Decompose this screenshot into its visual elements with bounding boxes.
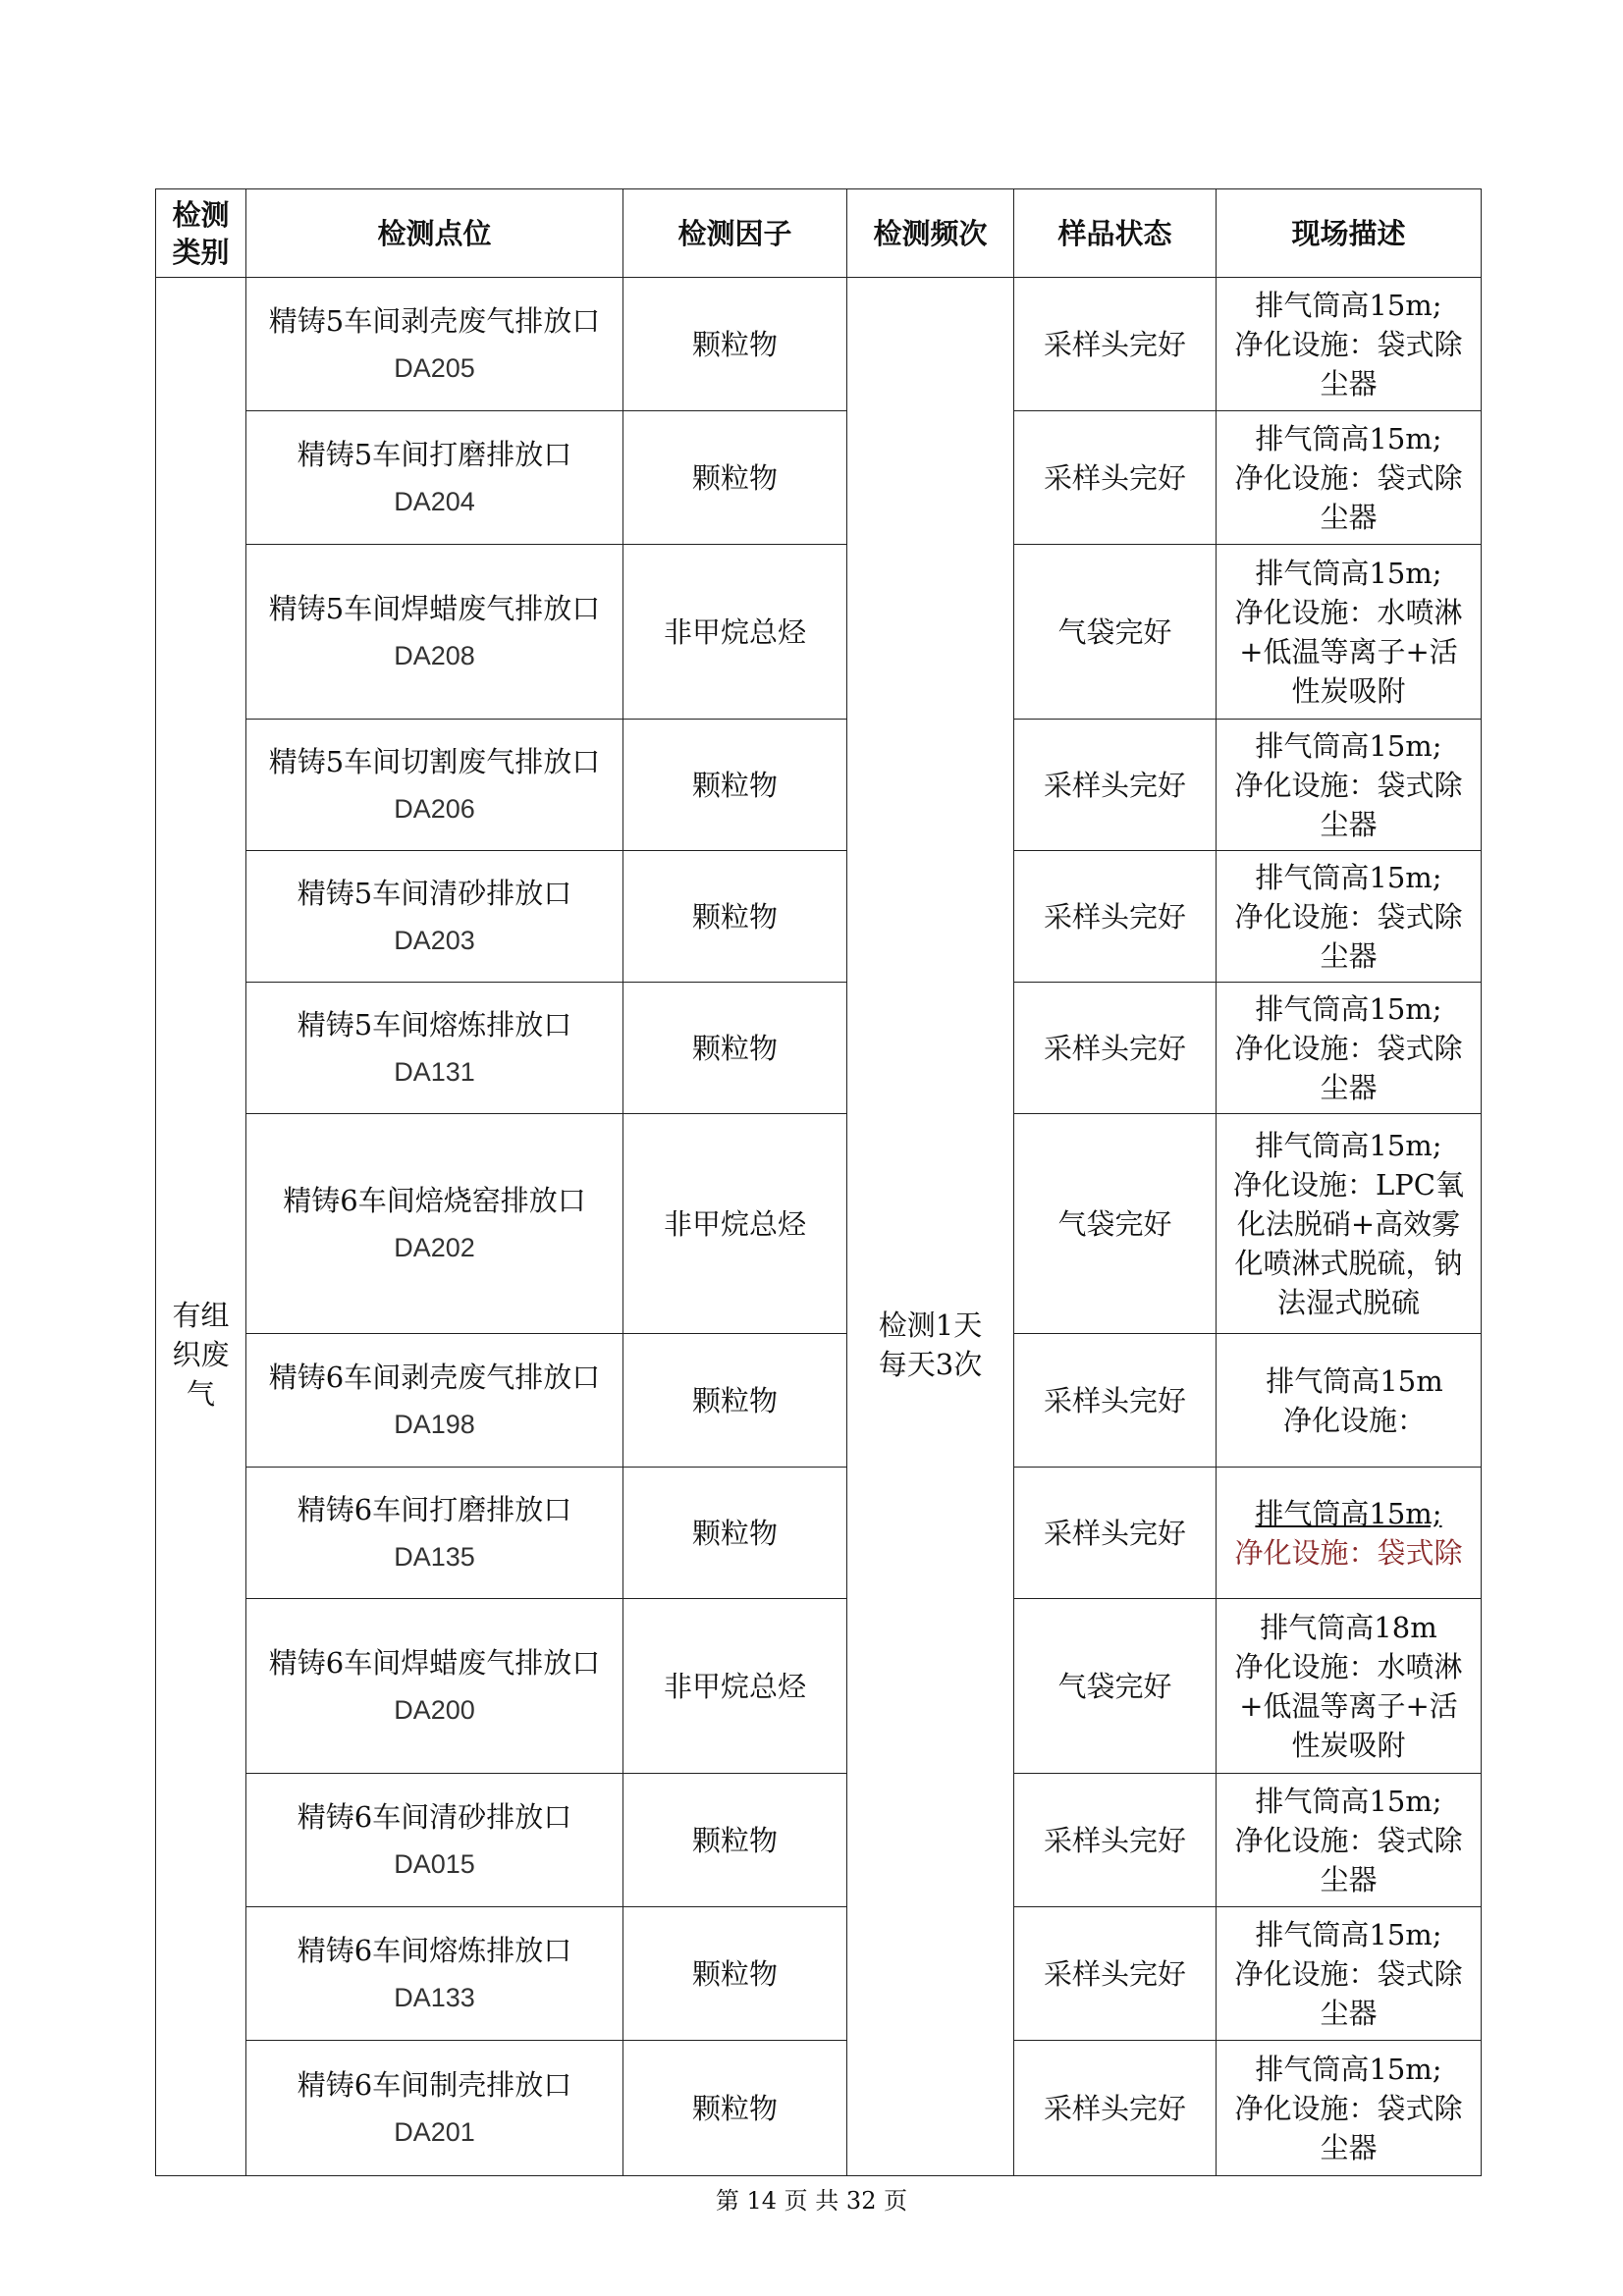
page-number: 第 14 页 共 32 页 xyxy=(715,2187,908,2215)
factor-cell: 非甲烷总烃 xyxy=(623,1599,847,1774)
description-line: 排气筒高15m; xyxy=(1255,1917,1442,1951)
description-line: 排气筒高15m; xyxy=(1255,1784,1442,1818)
description-line: 排气筒高15m; xyxy=(1255,860,1442,894)
description-line: 净化设施：水喷淋 xyxy=(1234,1649,1463,1683)
factor-cell: 颗粒物 xyxy=(623,1774,847,1907)
point-cell xyxy=(246,1114,623,1334)
description-line: 尘器 xyxy=(1320,807,1378,841)
description-line: 排气筒高15m; xyxy=(1255,1496,1442,1530)
point-cell xyxy=(246,720,623,851)
description-line: 化法脱硝+高效雾 xyxy=(1236,1206,1461,1241)
description-line: 尘器 xyxy=(1320,366,1378,400)
point-code: DA206 xyxy=(394,793,475,824)
table-row xyxy=(156,1468,1482,1599)
factor-cell: 颗粒物 xyxy=(623,278,847,411)
description-line: 尘器 xyxy=(1320,1996,1378,2030)
point-cell xyxy=(246,1334,623,1468)
point-code: DA204 xyxy=(394,486,475,516)
site-description-cell xyxy=(1217,411,1482,545)
sample-state-cell: 采样头完好 xyxy=(1014,411,1217,545)
table-row xyxy=(156,983,1482,1114)
header-sample-state: 样品状态 xyxy=(1014,189,1217,278)
point-cell xyxy=(246,983,623,1114)
description-line: 净化设施：袋式除 xyxy=(1234,1823,1463,1857)
point-cell xyxy=(246,1468,623,1599)
point-code: DA015 xyxy=(394,1848,475,1879)
factor-cell: 颗粒物 xyxy=(623,1468,847,1599)
table-row xyxy=(156,1774,1482,1907)
factor-cell: 颗粒物 xyxy=(623,851,847,983)
sample-state-cell: 气袋完好 xyxy=(1014,1114,1217,1334)
point-code: DA200 xyxy=(394,1694,475,1725)
description-line: 净化设施： xyxy=(1282,1403,1426,1437)
factor-cell: 颗粒物 xyxy=(623,1334,847,1468)
description-line: 净化设施：袋式除 xyxy=(1234,899,1463,934)
sample-state-cell: 采样头完好 xyxy=(1014,851,1217,983)
point-code: DA202 xyxy=(394,1232,475,1262)
table-row xyxy=(156,2041,1482,2176)
description-line: 排气筒高15m; xyxy=(1255,421,1442,455)
frequency-cell: 检测1天 每天3次 xyxy=(847,278,1014,2176)
description-line: 净化设施：袋式除 xyxy=(1234,327,1463,361)
point-code: DA133 xyxy=(394,1982,475,2012)
point-cell xyxy=(246,1907,623,2041)
point-code: DA131 xyxy=(394,1056,475,1087)
description-line: 净化设施：LPC氧 xyxy=(1233,1167,1464,1201)
description-line: 排气筒高15m xyxy=(1266,1363,1443,1398)
factor-cell: 颗粒物 xyxy=(623,1907,847,2041)
factor-cell: 颗粒物 xyxy=(623,411,847,545)
site-description-cell xyxy=(1217,1334,1482,1468)
table-row xyxy=(156,1114,1482,1334)
header-factor: 检测因子 xyxy=(623,189,847,278)
site-description-cell xyxy=(1217,1907,1482,2041)
point-code: DA135 xyxy=(394,1541,475,1572)
sample-state-cell: 采样头完好 xyxy=(1014,1907,1217,2041)
description-line: 排气筒高15m; xyxy=(1255,991,1442,1026)
factor-cell: 颗粒物 xyxy=(623,983,847,1114)
point-name: 精铸5车间焊蜡废气排放口 xyxy=(268,591,601,625)
category-cell: 有组织废气 xyxy=(156,278,246,2176)
sample-state-cell: 采样头完好 xyxy=(1014,278,1217,411)
table-row xyxy=(156,720,1482,851)
site-description-cell xyxy=(1217,545,1482,720)
point-cell xyxy=(246,2041,623,2176)
description-line: 化喷淋式脱硫，钠 xyxy=(1234,1246,1463,1280)
description-line: 尘器 xyxy=(1320,938,1378,973)
table-row xyxy=(156,411,1482,545)
sample-state-cell: 气袋完好 xyxy=(1014,1599,1217,1774)
description-line: 尘器 xyxy=(1320,1862,1378,1896)
sample-state-cell: 采样头完好 xyxy=(1014,983,1217,1114)
point-code: DA205 xyxy=(394,352,475,383)
point-name: 精铸5车间熔炼排放口 xyxy=(297,1007,572,1041)
sample-state-cell: 采样头完好 xyxy=(1014,2041,1217,2176)
description-line: 排气筒高15m; xyxy=(1255,1128,1442,1162)
table-row xyxy=(156,851,1482,983)
site-description-cell xyxy=(1217,1114,1482,1334)
factor-cell: 颗粒物 xyxy=(623,2041,847,2176)
description-line: 净化设施：袋式除 xyxy=(1234,460,1463,495)
monitoring-table xyxy=(155,188,1482,2176)
table-header-row xyxy=(156,189,1482,278)
sample-state-cell: 采样头完好 xyxy=(1014,720,1217,851)
point-cell xyxy=(246,411,623,545)
table-row xyxy=(156,1599,1482,1774)
description-line: 净化设施：袋式除 xyxy=(1234,768,1463,802)
point-name: 精铸5车间剥壳废气排放口 xyxy=(268,303,601,338)
point-name: 精铸5车间打磨排放口 xyxy=(297,437,572,471)
header-frequency: 检测频次 xyxy=(847,189,1014,278)
description-line: +低温等离子+活 xyxy=(1239,634,1458,668)
point-cell xyxy=(246,278,623,411)
description-line: 排气筒高15m; xyxy=(1255,728,1442,763)
point-name: 精铸6车间制壳排放口 xyxy=(297,2067,572,2102)
point-cell xyxy=(246,851,623,983)
table-row xyxy=(156,1334,1482,1468)
table-body xyxy=(156,278,1482,2176)
description-line: 排气筒高15m; xyxy=(1255,288,1442,322)
site-description-cell xyxy=(1217,278,1482,411)
sample-state-cell: 采样头完好 xyxy=(1014,1774,1217,1907)
description-line: 尘器 xyxy=(1320,2130,1378,2164)
point-name: 精铸6车间清砂排放口 xyxy=(297,1799,572,1834)
point-code: DA203 xyxy=(394,925,475,955)
site-description-cell xyxy=(1217,2041,1482,2176)
site-description-cell xyxy=(1217,1774,1482,1907)
description-line: 性炭吸附 xyxy=(1291,1728,1406,1762)
description-line: 法湿式脱硫 xyxy=(1276,1285,1420,1319)
point-name: 精铸6车间焊蜡废气排放口 xyxy=(268,1645,601,1680)
point-cell xyxy=(246,545,623,720)
sample-state-cell: 采样头完好 xyxy=(1014,1334,1217,1468)
description-line: +低温等离子+活 xyxy=(1239,1688,1458,1723)
site-description-cell xyxy=(1217,1599,1482,1774)
factor-cell: 非甲烷总烃 xyxy=(623,545,847,720)
sample-state-cell: 气袋完好 xyxy=(1014,545,1217,720)
table-row xyxy=(156,545,1482,720)
table-row xyxy=(156,1907,1482,2041)
description-line: 排气筒高15m; xyxy=(1255,556,1442,590)
point-name: 精铸5车间清砂排放口 xyxy=(297,876,572,910)
point-name: 精铸5车间切割废气排放口 xyxy=(268,744,601,778)
point-code: DA208 xyxy=(394,640,475,670)
sample-state-cell: 采样头完好 xyxy=(1014,1468,1217,1599)
factor-cell: 非甲烷总烃 xyxy=(623,1114,847,1334)
point-name: 精铸6车间打磨排放口 xyxy=(297,1492,572,1526)
description-line: 净化设施：袋式除 xyxy=(1234,1535,1463,1570)
point-name: 精铸6车间熔炼排放口 xyxy=(297,1933,572,1967)
point-name: 精铸6车间焙烧窑排放口 xyxy=(283,1183,586,1217)
point-name: 精铸6车间剥壳废气排放口 xyxy=(268,1360,601,1394)
description-line: 尘器 xyxy=(1320,1070,1378,1104)
description-line: 净化设施：袋式除 xyxy=(1234,2091,1463,2125)
site-description-cell xyxy=(1217,1468,1482,1599)
description-line: 净化设施：水喷淋 xyxy=(1234,595,1463,629)
header-site-description: 现场描述 xyxy=(1217,189,1482,278)
site-description-cell xyxy=(1217,983,1482,1114)
table-row xyxy=(156,278,1482,411)
point-cell xyxy=(246,1599,623,1774)
description-line: 排气筒高15m; xyxy=(1255,2052,1442,2086)
site-description-cell xyxy=(1217,851,1482,983)
description-line: 性炭吸附 xyxy=(1291,673,1406,708)
description-line: 净化设施：袋式除 xyxy=(1234,1956,1463,1991)
factor-cell: 颗粒物 xyxy=(623,720,847,851)
site-description-cell xyxy=(1217,720,1482,851)
point-code: DA201 xyxy=(394,2116,475,2147)
description-line: 净化设施：袋式除 xyxy=(1234,1031,1463,1065)
header-category: 检测类别 xyxy=(156,189,246,278)
point-cell xyxy=(246,1774,623,1907)
description-line: 尘器 xyxy=(1320,500,1378,534)
header-point: 检测点位 xyxy=(246,189,623,278)
description-line: 排气筒高18m xyxy=(1260,1610,1437,1644)
point-code: DA198 xyxy=(394,1409,475,1439)
